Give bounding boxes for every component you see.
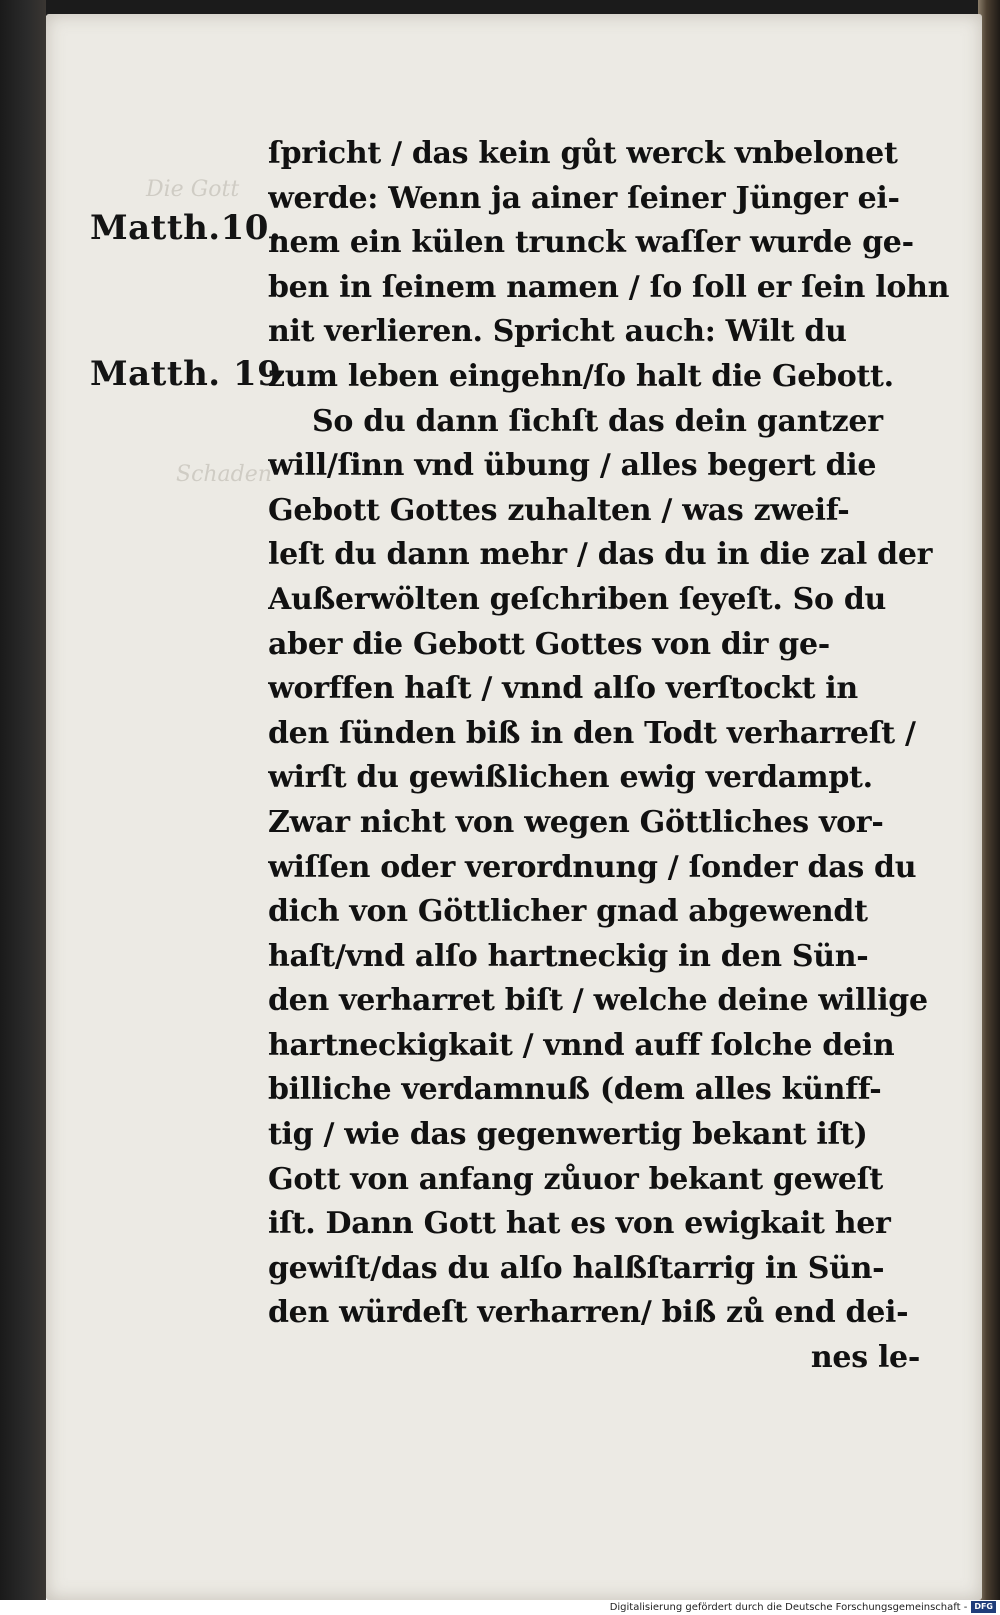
margin-note-matth-19: Matth. 19 [90,354,282,394]
text-line: wiſſen oder verordnung / ſonder das du [268,849,917,885]
text-line: nit verlieren. Spricht auch: Wilt du [268,314,847,350]
catchword: nes le- [810,1340,920,1376]
text-line: leſt du dann mehr / das du in die zal der [268,537,933,573]
text-line: ben in ſeinem namen / ſo ſoll er ſein lohn [268,269,950,305]
text-line: iſt. Dann Gott hat es von ewigkait her [268,1206,891,1242]
margin-note-matth-10: Matth.10. [90,208,282,248]
text-line: tig / wie das gegenwertig bekant iſt) [268,1117,868,1153]
text-line: den ſünden biß in den Todt verharreſt / [268,715,916,751]
text-line: Außerwölten geſchriben ſeyeſt. So du [268,581,887,617]
dfg-logo: DFG [971,1601,996,1613]
text-line: Gott von anfang zůuor bekant geweſt [268,1161,883,1197]
text-line: Gebott Gottes zuhalten / was zweif- [268,492,850,528]
footer-credit: Digitalisierung gefördert durch die Deutsche Forschungsgemeinschaft - [609,1602,968,1613]
text-line: den verharret biſt / welche deine willige [268,983,928,1019]
book-edge-left [0,0,46,1600]
body-text [268,132,968,1381]
text-line: ſpricht / das kein gůt werck vnbelonet [268,136,898,171]
text-line: werde: Wenn ja ainer ſeiner Jünger ei- [268,180,900,216]
text-line: den würdeſt verharren/ biß zů end dei- [268,1295,909,1331]
text-line: zum leben eingehn/ſo halt die Gebott. [268,358,894,394]
text-line: aber die Gebott Gottes von dir ge- [268,626,830,662]
text-line: haſt/vnd alſo hartneckig in den Sün- [268,938,869,974]
text-line: will/ſinn vnd übung / alles begert die [268,448,877,484]
text-line: billiche verdamnuß (dem alles künff- [268,1072,882,1108]
bleed-through-text: Schaden [176,462,272,487]
text-line: dich von Göttlicher gnad abgewendt [268,894,868,930]
text-line: wirſt du gewißlichen ewig verdampt. [268,760,873,796]
text-line: nem ein külen trunck waſſer wurde ge- [268,225,914,261]
text-line: Zwar nicht von wegen Göttliches vor- [268,804,884,840]
text-line: So du dann ſichſt das dein gantzer [312,403,883,439]
footer-bar [0,1600,1000,1615]
bleed-through-text: Die Gott [146,177,240,202]
text-line: hartneckigkait / vnnd auff ſolche dein [268,1027,895,1063]
text-line: gewiſt/das du alſo halßſtarrig in Sün- [268,1250,885,1286]
text-line: worffen haſt / vnnd alſo verſtockt in [268,671,858,707]
